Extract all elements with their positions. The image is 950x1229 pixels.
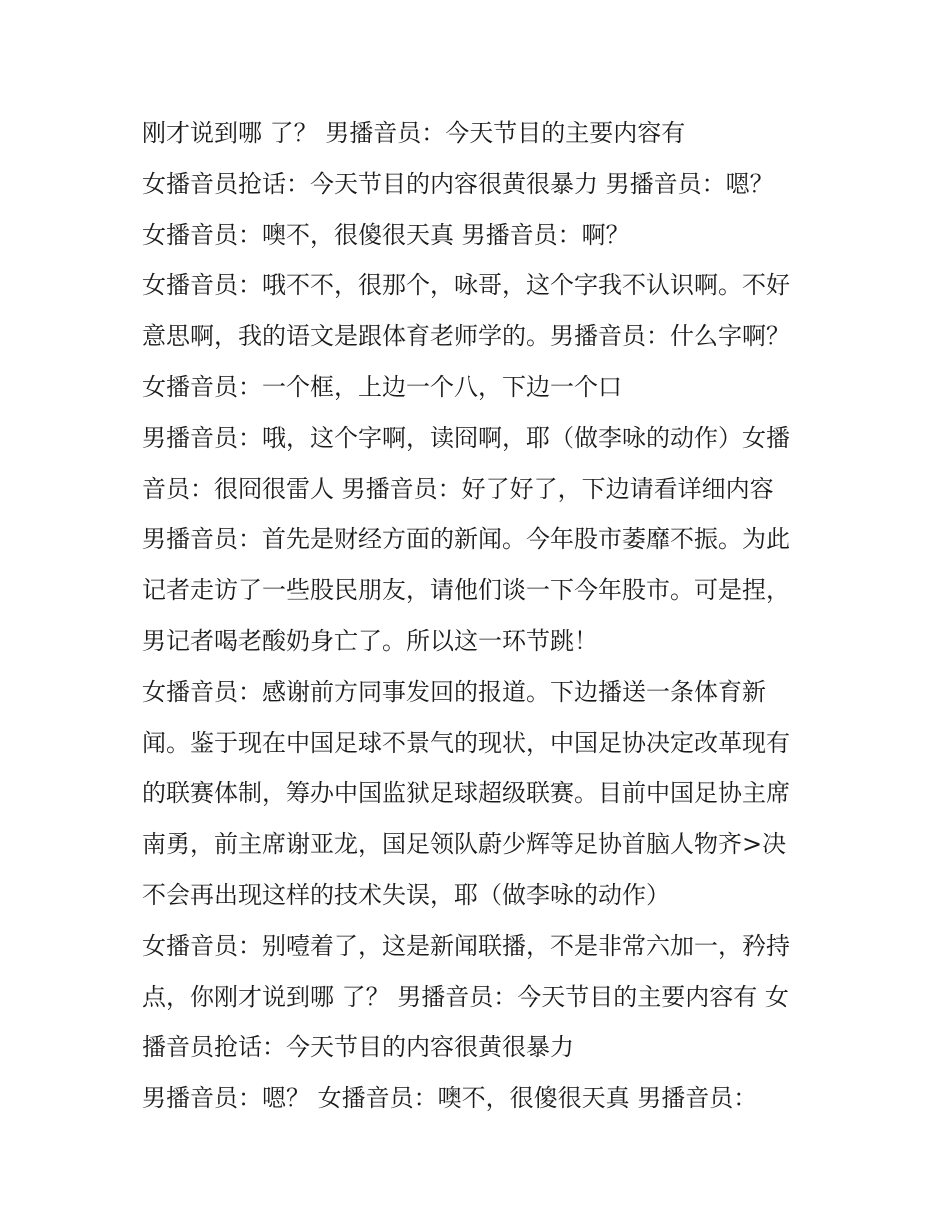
text-line: 播音员抢话：今天节目的内容很黄很暴力 (142, 1033, 574, 1062)
text-line: 女播音员：别噎着了，这是新闻联播，不是非常六加一，矜持 (142, 931, 790, 960)
text-line: 男播音员：哦，这个字啊，读冏啊，耶（做李咏的动作）女播 (142, 423, 790, 452)
text-line: 刚才说到哪 了？ 男播音员：今天节目的主要内容有 (142, 119, 686, 147)
text-line: 意思啊，我的语文是跟体育老师学的。男播音员：什么字啊？ (142, 322, 790, 351)
text-line: 的联赛体制，筹办中国监狱足球超级联赛。目前中国足协主席 (142, 779, 790, 808)
text-line: 记者走访了一些股民朋友，请他们谈一下今年股市。可是捏， (142, 576, 790, 605)
text-line: 男播音员：嗯？ 女播音员：噢不，很傻很天真 男播音员： (142, 1084, 758, 1113)
document-body (142, 108, 822, 1124)
text-line: 女播音员：一个框，上边一个八，下边一个口 (142, 372, 622, 401)
text-line: 音员：很冏很雷人 男播音员：好了好了，下边请看详细内容 (142, 474, 774, 503)
text-line: 男播音员：首先是财经方面的新闻。今年股市萎靡不振。为此 (142, 525, 790, 554)
text-line: 女播音员：噢不，很傻很天真 男播音员：啊？ (142, 220, 630, 249)
text-line: 女播音员：哦不不，很那个，咏哥，这个字我不认识啊。不好 (142, 271, 790, 300)
text-line: 南勇，前主席谢亚龙，国足领队蔚少辉等足协首脑人物齐>决 (142, 830, 787, 859)
text-line: 点，你刚才说到哪 了？ 男播音员：今天节目的主要内容有 女 (142, 982, 789, 1011)
text-line: 女播音员抢话：今天节目的内容很黄很暴力 男播音员：嗯？ (142, 169, 774, 198)
text-line: 女播音员：感谢前方同事发回的报道。下边播送一条体育新 (142, 677, 766, 706)
text-line: 不会再出现这样的技术失误，耶（做李咏的动作） (142, 880, 670, 909)
text-line: 闻。鉴于现在中国足球不景气的现状，中国足协决定改革现有 (142, 728, 790, 757)
text-line: 男记者喝老酸奶身亡了。所以这一环节跳！ (142, 626, 598, 655)
